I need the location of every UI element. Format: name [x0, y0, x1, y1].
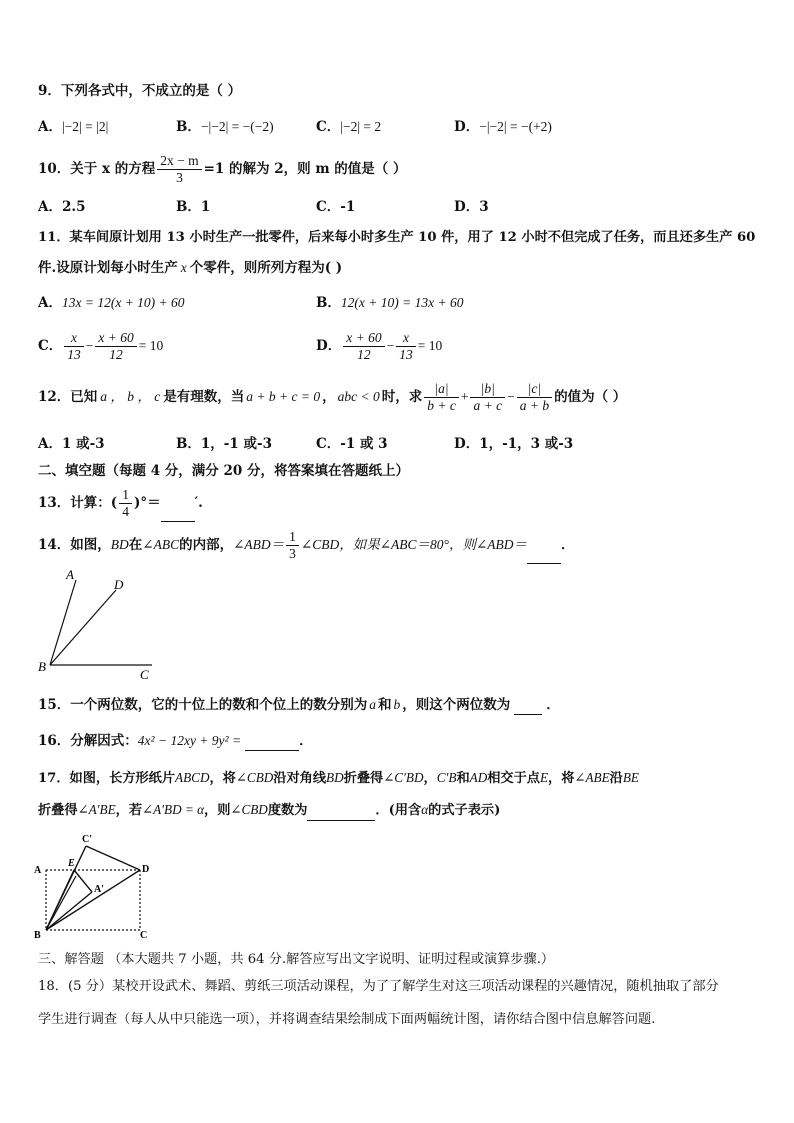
q10-option-c: C．-1	[316, 199, 356, 215]
label-d: D	[114, 577, 124, 592]
q12-option-c: C．-1 或 3	[316, 436, 388, 452]
q10-option-a: A．2.5	[38, 199, 86, 215]
ray-bd	[50, 590, 116, 665]
q17-answer-blank	[307, 804, 375, 821]
q13-answer-blank	[161, 505, 195, 522]
label-d: D	[142, 864, 150, 875]
q10-fraction: $\frac{2x - m}{3}$	[157, 153, 201, 186]
q12-stem: 12．已知 a ， b ， c 是有理数，当 a + b + c = 0 ， abc < 0 时，求 $\frac{|a|}{b + c}$ + $\frac{|b|}{a + c}$ − $\frac{|c|}{a + b}$ 的值为（ ）	[38, 381, 627, 413]
label-b: B	[34, 930, 41, 941]
q11-option-b: B．12(x + 10) = 13x + 60	[316, 295, 464, 311]
q15-answer-blank	[514, 698, 542, 715]
section-3-heading: 三、解答题 （本大题共 7 小题，共 64 分.解答应写出文字说明、证明过程或演算步骤.）	[38, 952, 555, 967]
segment-eap	[74, 870, 92, 892]
q11-option-a: A．13x = 12(x + 10) + 60	[38, 295, 185, 311]
label-a: A	[34, 865, 42, 876]
q9-option-b: B．−|−2| = −(−2)	[176, 119, 274, 135]
q9-option-c: C．|−2| = 2	[316, 119, 382, 135]
q12-option-d: D．1，-1，3 或-3	[454, 436, 574, 452]
section-2-heading: 二、填空题（每题 4 分，满分 20 分，将答案填在答题纸上）	[38, 463, 409, 479]
q9-option-d: D．−|−2| = −(+2)	[454, 119, 552, 135]
ray-ba	[50, 580, 76, 665]
q14-answer-blank	[527, 547, 561, 564]
q16-stem: 16．分解因式：4x² − 12xy + 9y² = ．	[38, 733, 313, 749]
q15-stem: 15．一个两位数，它的十位上的数和个位上的数分别为 a 和 b ，则这个两位数为 ．	[38, 697, 560, 713]
q13-stem: 13．计算：( $\frac{1}{4}$ )°＝ ′.	[38, 484, 203, 522]
q14-angle-figure	[30, 565, 170, 685]
q17-line2: 折叠得∠A′BE，若∠A′BD = α，则∠CBD度数为 ．(用含α的式子表示)	[38, 800, 500, 821]
q10-option-d: D．3	[454, 199, 489, 215]
q11-option-c: C． $\frac{x}{13}$ − $\frac{x + 60}{12}$ = 10	[38, 330, 164, 362]
q12-option-a: A．1 或-3	[38, 436, 105, 452]
q10-option-b: B．1	[176, 199, 211, 215]
q14-stem: 14．如图，BD在∠ABC的内部，∠ABD＝ $\frac{1}{3}$ ∠CBD，如果∠ABC＝80°，则∠ABD＝ ．	[38, 526, 575, 564]
q17-line1: 17．如图，长方形纸片ABCD，将∠CBD沿对角线BD折叠得∠C′BD，C′B和AD相交于点E，将∠ABE沿BE	[38, 770, 639, 786]
edge-cpd	[86, 846, 140, 870]
label-a: A	[66, 567, 74, 582]
q9-option-a: A．|−2| = |2|	[38, 119, 109, 135]
q16-answer-blank	[245, 734, 299, 751]
label-cprime: C′	[82, 834, 93, 845]
q11-option-d: D． $\frac{x + 60}{12}$ − $\frac{x}{13}$ = 10	[316, 330, 443, 362]
q18-line1: 18．(5 分）某校开设武术、舞蹈、剪纸三项活动课程，为了了解学生对这三项活动课程的兴趣情况，随机抽取了部分	[38, 979, 719, 994]
segment-inner	[46, 876, 76, 930]
segment-bap	[46, 892, 92, 930]
q17-rectangle-fold-figure	[30, 826, 160, 942]
label-b: B	[38, 659, 46, 674]
label-c: C	[140, 930, 148, 941]
q11-line2: 件.设原计划每小时生产 x 个零件，则所列方程为( )	[38, 260, 343, 276]
label-aprime: A′	[94, 884, 105, 895]
q11-line1: 11．某车间原计划用 13 小时生产一批零件，后来每小时多生产 10 件，用了 12 小时不但完成了任务，而且还多生产 60	[38, 230, 756, 245]
q12-option-b: B．1，-1 或-3	[176, 436, 272, 452]
q10-stem: 10．关于 x 的方程 $\frac{2x - m}{3}$ =1 的解为 2，则 m 的值是（ ）	[38, 153, 407, 185]
label-c: C	[140, 667, 149, 682]
q18-line2: 学生进行调查（每人从中只能选一项），并将调查结果绘制成下面两幅统计图，请你结合图中信息解答问题.	[38, 1012, 656, 1027]
q9-stem: 9．下列各式中，不成立的是（ ）	[38, 83, 242, 99]
label-e: E	[68, 858, 75, 869]
